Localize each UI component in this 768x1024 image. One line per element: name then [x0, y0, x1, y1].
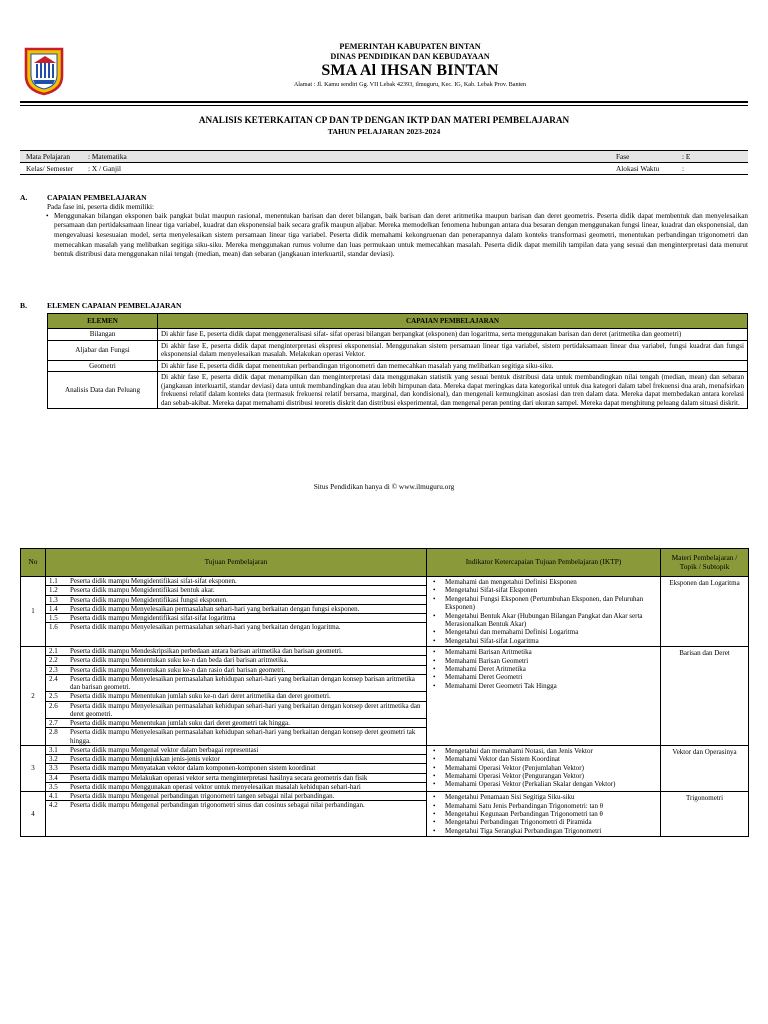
bullet-icon: •	[46, 211, 49, 220]
indicator-item: • Mengetahui dan memahami Definisi Logaritma	[431, 628, 657, 636]
element-description: Di akhir fase E, peserta didik dapat menentukan perbandingan trigonometri dan memecahkan masalah yang melibatkan segitiga siku-siku.	[158, 360, 748, 372]
element-name: Aljabar dan Fungsi	[48, 340, 158, 360]
academic-year: TAHUN PELAJARAN 2023-2024	[327, 127, 441, 137]
paragraph-text: Menggunakan bilangan eksponen baik pangkat bulat maupun rasional, menentukan barisan dan deret bilangan, baik barisan dan deret aritmetika maupun barisan dan deret geometris. Peserta didik dapat membentuk dan menyelesaikan persamaan dan pertidaksamaan linear tiga variabel, kuadrat dan eksponensial baik secara grafik maupun aljabar. Mereka memodelkan fenomena hubungan antara dua besaran dengan menggunakan fungsi linear, kuadrat dan eksponensial, dan mengevaluasi kesesuaian model, serta menyelesaikan sistem persamaan linear tiga variabel. Peserta didik memahami kekongruenan dan penerapannya dalam konteks transformasi geometri, menentukan perbandingan trigonometri dan memecahkan masalah yang melibatkan segitiga siku-siku. Mereka menggunakan rumus volume dan luas permukaan untuk memecahkan masalah. Peserta didik dapat memilih tampilan data yang sesuai dan menginterpretasi data menurut bentuk distribusi data menggunakan nilai tengah (median, mean) dan sebaran (jangkauan interkuartil, standar deviasi).	[54, 211, 748, 259]
objective-text: Peserta didik mampu Mengenal perbandingan trigonometri tangen sebagai nilai perbandingan.	[70, 792, 335, 801]
time-allocation-label: Alokasi Waktu	[612, 163, 676, 175]
column-header-objectives: Tujuan Pembelajaran	[46, 549, 427, 577]
objective-text: Peserta didik mampu Mengidentifikasi sifat-sifat logaritma	[70, 614, 236, 622]
indicator-item: • Mengetahui dan memahami Notasi, dan Jenis Vektor	[431, 747, 657, 755]
indicator-item: • Mengetahui Sifat-sifat Logaritma	[431, 637, 657, 645]
indicator-item: • Mengetahui Fungsi Eksponen (Pertumbuhan Eksponen, dan Peluruhan Eksponen)	[431, 595, 657, 612]
letterhead-text	[80, 42, 740, 89]
indicator-item: • Memahami Deret Geometri Tak Hingga	[431, 682, 657, 690]
course-info-table	[20, 150, 748, 175]
document-title: ANALISIS KETERKAITAN CP DAN TP DENGAN IKTP DAN MATERI PEMBELAJARAN	[198, 115, 570, 125]
objectives-table-header	[21, 549, 749, 577]
objective-number: 1.2	[49, 586, 58, 595]
indicator-item: • Memahami Satu Jenis Perbandingan Trigonometri: tan θ	[431, 802, 657, 810]
subject-value: : Matematika	[82, 151, 612, 163]
objective-item	[46, 623, 426, 631]
objective-text: Peserta didik mampu Mengidentifikasi fungsi eksponen.	[70, 595, 228, 604]
indicator-item: • Mengetahui Bentuk Akar (Hubungan Bilangan Pangkat dan Akar serta Merasionalkan Bentuk Akar)	[431, 612, 657, 629]
course-info-row	[20, 151, 748, 163]
department-name: DINAS PENDIDIKAN DAN KEBUDAYAAN	[330, 51, 490, 61]
indicator-item: • Memahami Deret Aritmetika	[431, 665, 657, 673]
section-heading	[20, 193, 748, 202]
indicator-item: • Memahami Operasi Vektor (Perkalian Skalar dengan Vektor)	[431, 780, 657, 788]
indicator-item: • Mengetahui Tiga Serangkai Perbandingan Trigonometri	[431, 827, 657, 835]
objective-number: 1.6	[49, 623, 58, 632]
objective-number: 3.1	[49, 745, 58, 754]
letterhead-divider-thin	[20, 105, 748, 106]
phase-value: : E	[676, 151, 748, 163]
objective-text: Peserta didik mampu Mengenal perbandingan trigonometri sinus dan cosinus sebagai nilai perbandingan.	[70, 801, 365, 810]
school-address: Alamat : Jl. Kamu sendiri Gg. VII Lebak 42393, ilmuguru, Kec. IG, Kab. Lebak Prov. Banten	[293, 81, 527, 89]
objective-text: Peserta didik mampu Menentukan jumlah suku dari deret geometri tak hingga.	[70, 719, 290, 728]
indicator-item: • Memahami dan mengetahui Definisi Eksponen	[431, 578, 657, 586]
indicator-list	[427, 577, 660, 646]
section-title: ELEMEN CAPAIAN PEMBELAJARAN	[47, 301, 182, 310]
objective-group-row	[21, 745, 749, 791]
topic-cell: Barisan dan Deret	[661, 647, 749, 746]
objective-text: Peserta didik mampu Mendeskripsikan perbedaan antara barisan aritmetika dan barisan geometri.	[70, 647, 343, 656]
phase-label: Fase	[612, 151, 676, 163]
indicators-cell	[427, 745, 661, 791]
objective-number: 2.4	[49, 674, 58, 683]
row-number: 1	[21, 577, 46, 647]
objective-item	[46, 614, 426, 623]
objective-number: 3.4	[49, 773, 58, 782]
indicator-item: • Memahami Barisan Aritmetika	[431, 648, 657, 656]
objective-item	[46, 702, 426, 720]
table-row	[48, 360, 748, 372]
objective-item	[46, 719, 426, 728]
row-number: 3	[21, 745, 46, 791]
letterhead-divider-thick	[20, 101, 748, 103]
objective-item	[46, 728, 426, 745]
indicator-item: • Mengetahui Penamaan Sisi Segitiga Siku-siku	[431, 793, 657, 801]
indicator-item: • Memahami Vektor dan Sistem Koordinat	[431, 755, 657, 763]
indicator-list	[427, 647, 660, 691]
element-description: Di akhir fase E, peserta didik dapat menginterpretasi ekspresi eksponensial. Menggunakan sistem persamaan linear tiga variabel, sistem pertidaksamaan linear dua variabel, fungsi kuadrat dan fungsi eksponensial dalam menyelesaikan masalah. Melakukan operasi Vektor.	[158, 340, 748, 360]
objective-number: 4.2	[49, 801, 58, 810]
objective-item	[46, 666, 426, 675]
row-number: 2	[21, 647, 46, 746]
objectives-cell	[46, 745, 427, 791]
objective-text: Peserta didik mampu Menunjukkan jenis-jenis vektor	[70, 755, 220, 764]
learning-outcome-paragraph	[46, 211, 748, 260]
objective-number: 2.1	[49, 647, 58, 656]
learning-objectives-table	[20, 548, 749, 837]
school-name: SMA Al IHSAN BINTAN	[321, 61, 499, 79]
objective-group-row	[21, 792, 749, 837]
topic-cell: Trigonometri	[661, 792, 749, 837]
objective-item	[46, 792, 426, 801]
row-number: 4	[21, 792, 46, 837]
objective-group-row	[21, 577, 749, 647]
objective-item	[46, 577, 426, 586]
column-header-no: No	[21, 549, 46, 577]
column-header-iktp: Indikator Ketercapaian Tujuan Pembelajaran (IKTP)	[427, 549, 661, 577]
objective-text: Peserta didik mampu Menentukan jumlah suku ke-n dari deret aritmetika dan deret geometri.	[70, 692, 331, 701]
section-intro: Pada fase ini, peserta didik memiliki:	[47, 203, 154, 212]
indicator-item: • Memahami Operasi Vektor (Penjumlahan Vektor)	[431, 764, 657, 772]
objective-text: Peserta didik mampu Menyatakan vektor dalam komponen-komponen sistem koordinat	[70, 764, 316, 773]
objective-number: 3.5	[49, 782, 58, 791]
objective-number: 2.3	[49, 665, 58, 674]
objective-item	[46, 586, 426, 595]
objective-number: 2.6	[49, 701, 58, 710]
objective-text: Peserta didik mampu Menyelesaikan permasalahan kehidupan sehari-hari yang berkaitan dengan konsep deret geometri tak hingga.	[70, 728, 416, 745]
site-note: Situs Pendidikan hanya di © www.ilmuguru.org	[313, 482, 455, 491]
objective-number: 1.4	[49, 604, 58, 613]
indicator-item: • Mengetahui Perbandingan Trigonometri di Piramida	[431, 818, 657, 826]
indicator-item: • Mengetahui Sifat-sifat Eksponen	[431, 586, 657, 594]
section-title: CAPAIAN PEMBELAJARAN	[47, 193, 147, 202]
objective-text: Peserta didik mampu Menentukan suku ke-n dan beda dari barisan aritmetika.	[70, 656, 289, 665]
objectives-cell	[46, 792, 427, 837]
indicator-item: • Mengetahui Kegunaan Perbandingan Trigonometri tan θ	[431, 810, 657, 818]
objective-text: Peserta didik mampu Melakukan operasi vektor serta menginterpretasi hasilnya secara geometris dan fisik	[70, 773, 368, 782]
objective-item	[46, 801, 426, 809]
objective-text: Peserta didik mampu Menyelesaikan permasalahan kehidupan sehari-hari yang berkaitan dengan konsep barisan aritmetika dan barisan geometri.	[70, 674, 415, 692]
objectives-cell	[46, 647, 427, 746]
objective-text: Peserta didik mampu Menggunakan operasi vektor untuk menyelesaikan masalah kehidupan sehari-hari	[70, 782, 361, 791]
objective-text: Peserta didik mampu Mengenal vektor dalam berbagai representasi	[70, 745, 259, 754]
element-name: Analisis Data dan Peluang	[48, 372, 158, 409]
column-header-cp: CAPAIAN PEMBELAJARAN	[158, 314, 748, 329]
topic-cell: Vektor dan Operasinya	[661, 745, 749, 791]
element-name: Bilangan	[48, 329, 158, 341]
section-heading	[20, 301, 748, 310]
indicator-item: • Memahami Deret Geometri	[431, 673, 657, 681]
objective-number: 4.1	[49, 792, 58, 801]
objective-item	[46, 746, 426, 755]
document-title-block	[20, 115, 748, 136]
letterhead	[20, 42, 748, 100]
objective-item	[46, 596, 426, 605]
objective-item	[46, 783, 426, 791]
objective-item	[46, 755, 426, 764]
school-emblem-icon	[23, 46, 65, 96]
government-name: PEMERINTAH KABUPATEN BINTAN	[339, 42, 481, 51]
table-row	[48, 329, 748, 341]
indicators-cell	[427, 647, 661, 746]
indicator-item: • Memahami Operasi Vektor (Pengurangan Vektor)	[431, 772, 657, 780]
objective-item	[46, 647, 426, 656]
objective-text: Peserta didik mampu Menentukan suku ke-n dan rasio dari barisan geometri.	[70, 665, 286, 674]
section-letter: A.	[20, 193, 28, 202]
objective-number: 1.5	[49, 614, 58, 622]
element-description: Di akhir fase E, peserta didik dapat menggeneralisasi sifat- sifat operasi bilangan berpangkat (eksponen) dan logaritma, serta menggunakan barisan dan deret (aritmetika dan geometri)	[158, 329, 748, 341]
objective-text: Peserta didik mampu Menyelesaikan permasalahan sehari-hari yang berkaitan dengan fungsi eksponen.	[70, 604, 360, 613]
section-letter: B.	[20, 301, 27, 310]
section-elemen-heading	[20, 301, 748, 310]
indicator-list	[427, 746, 660, 790]
objective-item	[46, 605, 426, 614]
objective-text: Peserta didik mampu Mengidentifikasi sifat-sifat eksponen.	[70, 577, 237, 585]
class-semester-value: : X / Ganjil	[82, 163, 612, 175]
objective-text: Peserta didik mampu Menyelesaikan permasalahan kehidupan sehari-hari yang berkaitan dengan konsep deret aritmetika dan deret geometri.	[70, 701, 421, 718]
objective-item	[46, 774, 426, 783]
indicators-cell	[427, 577, 661, 647]
element-description: Di akhir fase E, peserta didik dapat menampilkan dan menginterpretasi data menggunakan statistik yang sesuai bentuk distribusi data untuk membandingkan nilai tengah (median, mean) dan sebaran (jangkauan interkuartil, standar deviasi) data untuk membandingkan dua atau lebih himpunan data. Mereka dapat meringkas data kategorikal untuk dua kategori dalam tabel frekuensi dua arah, menafsirkan frekuensi relatif dalam konteks data (termasuk frekuensi relatif bersama, marginal, dan kondisional), dan mengenali kemungkinan asosiasi dan tren dalam data. Mereka dapat membedakan antara korelasi dan sebab-akibat. Mereka dapat memahami distribusi teoretis diskrit dan distribusi eksperimental, dan mengenal peran penting dari ukuran sampel. Mereka dapat menghitung peluang dalam situasi diskrit.	[158, 372, 748, 409]
class-semester-label: Kelas/ Semester	[20, 163, 82, 175]
table-row	[48, 372, 748, 409]
objective-item	[46, 675, 426, 693]
element-name: Geometri	[48, 360, 158, 372]
section-capaian-pembelajaran	[20, 193, 748, 260]
topic-cell: Eksponen dan Logaritma	[661, 577, 749, 647]
objective-group-row	[21, 647, 749, 746]
objective-number: 2.7	[49, 719, 58, 728]
objectives-cell	[46, 577, 427, 647]
indicator-list	[427, 792, 660, 836]
column-header-topic: Materi Pembelajaran / Topik / Subtopik	[661, 549, 749, 577]
time-allocation-value: :	[676, 163, 748, 175]
objective-number: 1.3	[49, 595, 58, 604]
objective-number: 2.5	[49, 692, 58, 701]
indicators-cell	[427, 792, 661, 837]
objective-item	[46, 692, 426, 701]
element-table-header	[48, 314, 748, 329]
objective-text: Peserta didik mampu Mengidentifikasi bentuk akar.	[70, 586, 215, 595]
element-table	[47, 313, 748, 409]
column-header-element: ELEMEN	[48, 314, 158, 329]
table-row	[48, 340, 748, 360]
course-info-row	[20, 163, 748, 175]
objective-number: 3.2	[49, 755, 58, 764]
objective-number: 1.1	[49, 577, 58, 585]
objective-number: 3.3	[49, 764, 58, 773]
objective-text: Peserta didik mampu Menyelesaikan permasalahan sehari-hari yang berkaitan dengan logaritma.	[70, 623, 341, 632]
objective-number: 2.8	[49, 728, 58, 737]
objective-item	[46, 764, 426, 773]
indicator-item: • Memahami Barisan Geometri	[431, 657, 657, 665]
objective-number: 2.2	[49, 656, 58, 665]
objective-item	[46, 656, 426, 665]
subject-label: Mata Pelajaran	[20, 151, 82, 163]
